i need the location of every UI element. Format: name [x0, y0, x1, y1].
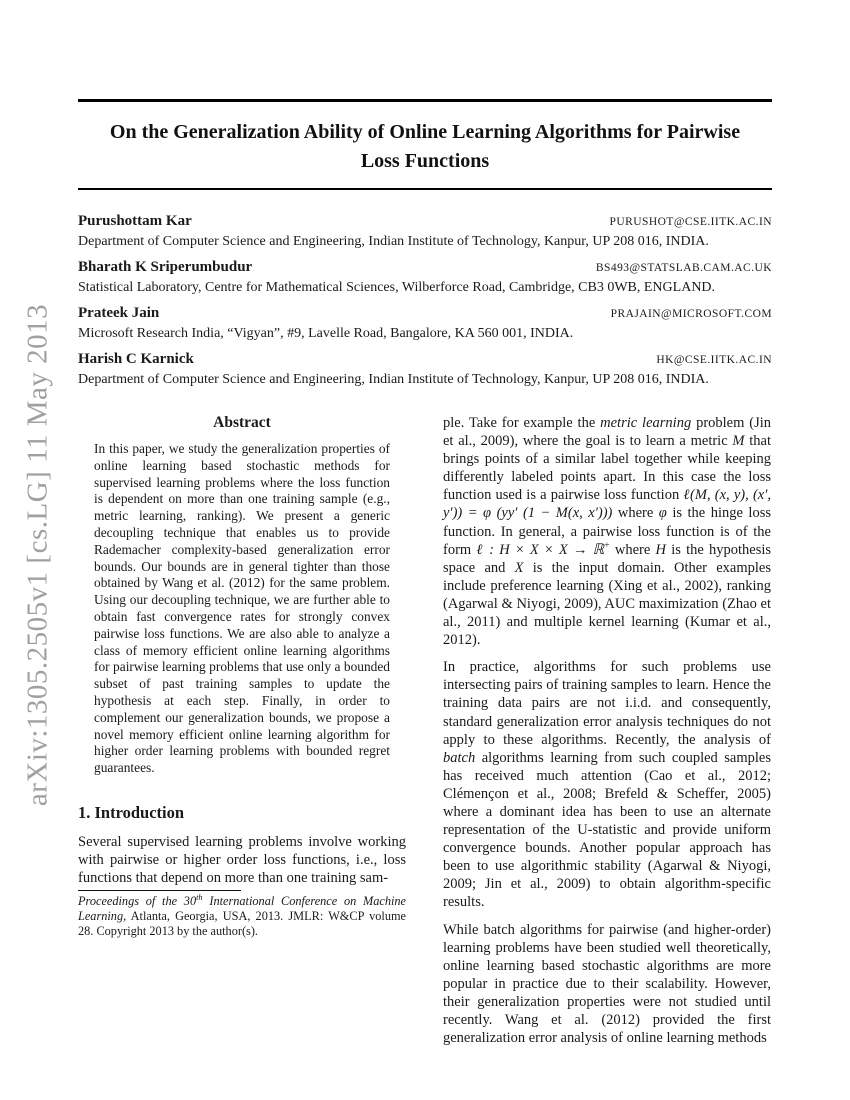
author-entry	[78, 213, 772, 250]
author-email: HK@CSE.IITK.AC.IN	[656, 354, 772, 366]
arxiv-watermark: arXiv:1305.2505v1 [cs.LG] 11 May 2013	[21, 303, 54, 807]
paper-content	[78, 0, 772, 1056]
author-entry	[78, 259, 772, 296]
body-paragraph	[443, 921, 771, 1048]
author-email: PRAJAIN@MICROSOFT.COM	[610, 308, 772, 320]
text-segment: is the hypothesis space and	[443, 541, 772, 576]
text-segment: In practice, algorithms for such problems use intersecting pairs of training samples to learn. Hence the training data pairs are not i.i.d. and consequently, standard generalization error analysis techniques do not apply to these algorithms. Recently, the analysis of	[443, 659, 771, 748]
text-segment: ℓ(M, (x, y), (x′, y′)) = φ (yy′ (1 − M(x, x′)))	[443, 487, 772, 522]
author-block	[78, 213, 772, 388]
author-affiliation: Microsoft Research India, “Vigyan”, #9, Lavelle Road, Bangalore, KA 560 001, INDIA.	[78, 326, 574, 341]
left-column	[78, 414, 406, 1056]
text-segment: Proceedings of the 30	[78, 894, 197, 909]
text-segment: algorithms learning from such coupled samples has received much attention (Cao et al., 2012; Clémençon et al., 2008; Brefeld & Scheffer, 2005) where a dominant idea has been to use an alternate representation of the U-statistic and provide uniform convergence bounds. Another popular approach has been to use algorithmic stability (Agarwal & Niyogi, 2009; Jin et al., 2009) to obtain algorithm-specific results.	[443, 749, 771, 911]
text-segment: is the hinge loss function. In general, a pairwise loss function is of the form	[443, 505, 771, 558]
introduction-paragraph: Several supervised learning problems involve working with pairwise or higher order loss functions, i.e., loss functions that depend on more than one training sam-	[78, 833, 406, 887]
text-segment: While batch algorithms for pairwise (and higher-order) learning problems have been studied well theoretically, online learning based stochastic algorithms are more popular in practice due to their scalability. However, their generalization properties were not studied until recently. Wang et al. (2012) provided the first generalization error analysis of online learning methods	[443, 921, 771, 1047]
author-email: BS493@STATSLAB.CAM.AC.UK	[595, 262, 772, 274]
abstract-heading: Abstract	[213, 414, 271, 431]
author-affiliation: Department of Computer Science and Engineering, Indian Institute of Technology, Kanpur, UP 208 016, INDIA.	[78, 372, 709, 387]
text-segment: International Conference on Machine Learning	[78, 894, 407, 924]
author-entry	[78, 351, 772, 388]
paper-title: On the Generalization Ability of Online Learning Algorithms for Pairwise Loss Functions	[109, 120, 741, 172]
top-rule	[78, 99, 772, 102]
author-affiliation: Statistical Laboratory, Centre for Mathematical Sciences, Wilberforce Road, Cambridge, CB3 0WB, ENGLAND.	[78, 280, 716, 295]
body-paragraph	[443, 414, 771, 649]
text-segment: , Atlanta, Georgia, USA, 2013. JMLR: W&CP volume 28. Copyright 2013 by the author(s).	[78, 909, 406, 939]
text-segment: ple. Take for example the	[443, 415, 601, 431]
author-row	[78, 305, 772, 322]
author-row	[78, 213, 772, 230]
copyright-footnote	[78, 894, 406, 939]
text-segment: that brings points of a similar label together while keeping differently labeled points apart. In this case the loss function used is a pairwise loss function	[443, 433, 771, 504]
right-column	[443, 414, 771, 1056]
author-email: PURUSHOT@CSE.IITK.AC.IN	[609, 216, 772, 228]
author-row	[78, 351, 772, 368]
text-segment: is the input domain. Other examples include preference learning (Xing et al., 2002), ranking (Agarwal & Niyogi, 2009), AUC maximization (Zhao et al., 2011) and multiple kernel learning (Kumar et al., 2012).	[443, 559, 771, 649]
section-heading-introduction: 1. Introduction	[78, 802, 185, 822]
text-segment: X	[514, 559, 524, 576]
author-name: Prateek Jain	[78, 305, 160, 321]
author-row	[78, 259, 772, 276]
author-entry	[78, 305, 772, 342]
text-segment: H	[655, 541, 667, 558]
author-name: Purushottam Kar	[78, 213, 192, 229]
text-segment: where	[609, 541, 656, 558]
footnote-rule	[78, 890, 241, 891]
text-segment: M	[732, 433, 745, 450]
text-segment: φ	[658, 505, 667, 522]
title-bottom-rule	[78, 188, 772, 191]
author-name: Bharath K Sriperumbudur	[78, 259, 253, 275]
author-affiliation: Department of Computer Science and Engineering, Indian Institute of Technology, Kanpur, UP 208 016, INDIA.	[78, 234, 709, 249]
text-segment: problem (Jin et al., 2009), where the goal is to learn a metric	[443, 415, 772, 450]
text-segment: metric learning	[600, 415, 692, 431]
two-column-body	[78, 414, 772, 1056]
abstract-text: In this paper, we study the generalization properties of online learning based stochastic methods for supervised learning problems where the loss function is dependent on more than one training sample (e.g., metric learning, ranking). We present a generic decoupling technique that enables us to provide Rademacher complexity-based generalization error bounds. Our bounds are in general tighter than those obtained by Wang et al. (2012) for the same problem. Using our decoupling technique, we are further able to obtain fast convergence rates for strongly convex pairwise loss functions. We are also able to analyze a class of memory efficient online learning algorithms for pairwise learning problems that use only a bounded subset of past training samples to update the hypothesis at each step. Finally, in order to complement our generalization bounds, we propose a novel memory efficient online learning algorithm for higher order learning problems with bounded regret guarantees.	[94, 441, 390, 776]
text-segment: ℓ : H × X × X → ℝ	[476, 541, 605, 558]
text-segment: +	[604, 539, 610, 551]
text-segment: where	[612, 505, 659, 522]
text-segment: batch	[443, 749, 476, 766]
body-paragraph	[443, 658, 771, 911]
text-segment: th	[196, 893, 203, 903]
author-name: Harish C Karnick	[78, 351, 194, 367]
